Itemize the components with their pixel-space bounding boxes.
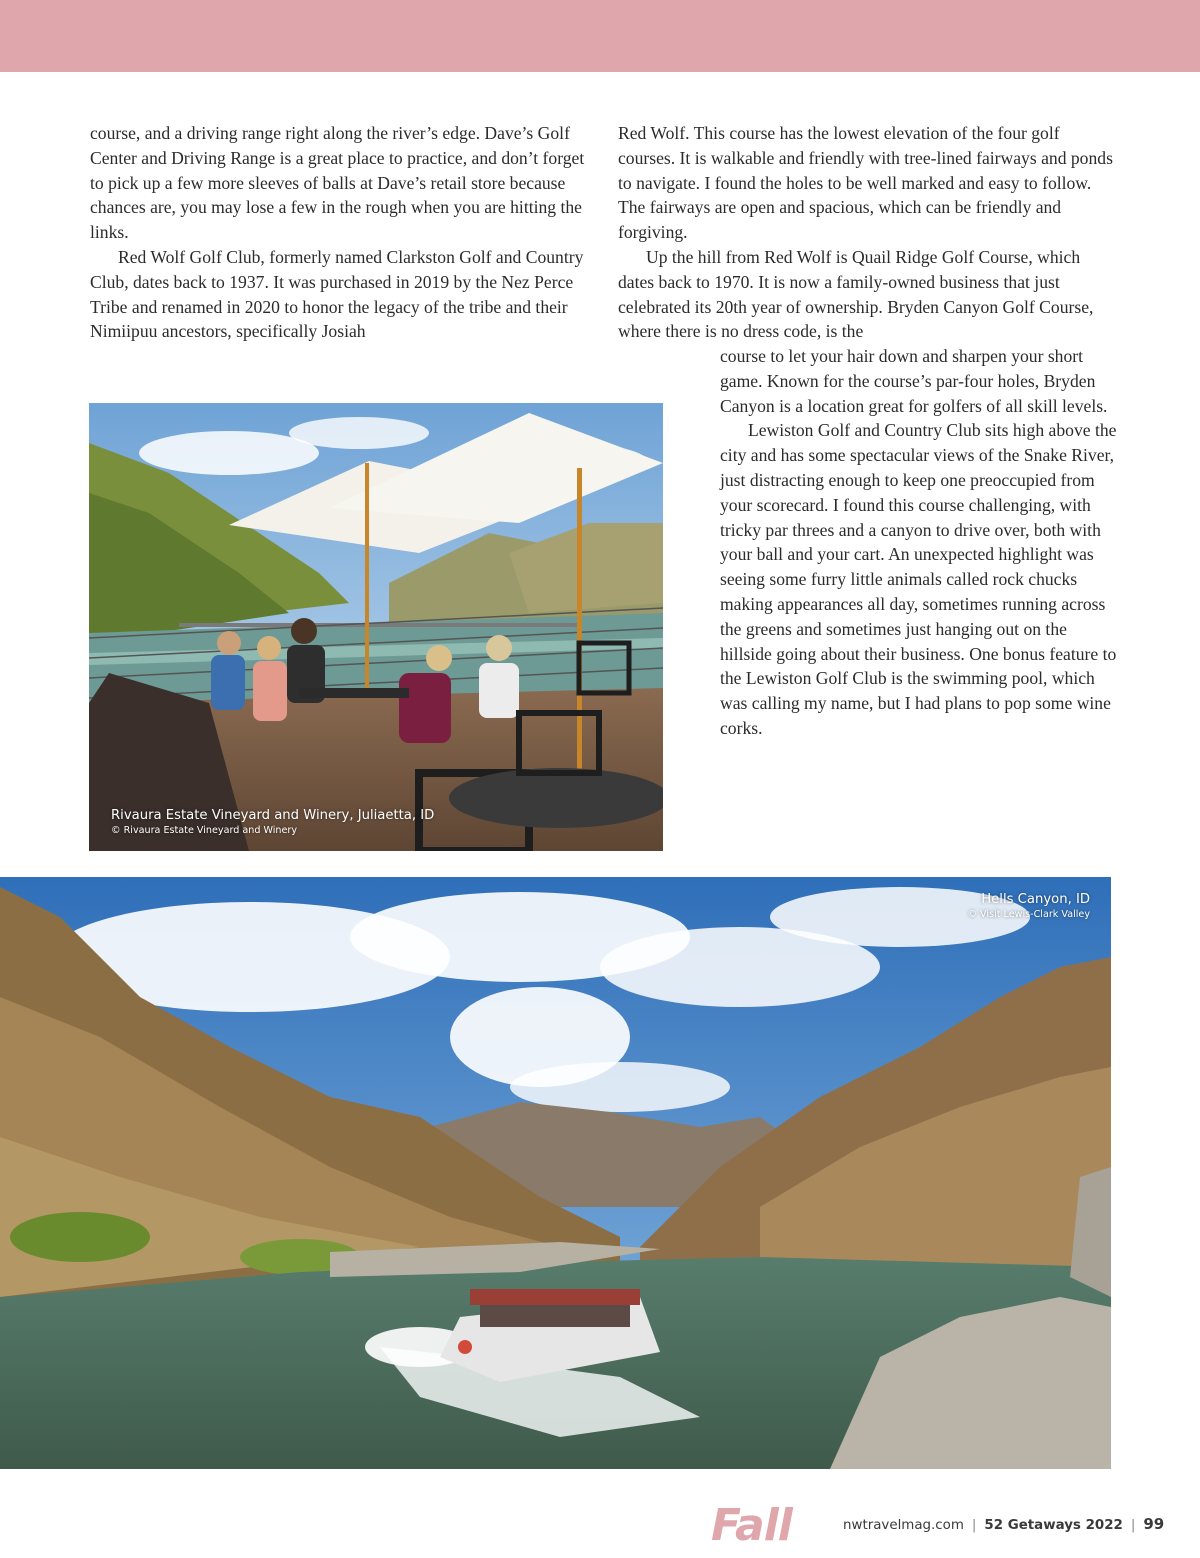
header-bar: [0, 0, 1200, 72]
article-column-left: [90, 121, 588, 344]
season-label: Fall: [711, 1500, 792, 1551]
hells-canyon-photo: [0, 877, 1111, 1469]
separator: |: [971, 1518, 977, 1533]
caption-title: Hells Canyon, ID: [981, 892, 1090, 907]
article-column-right-bottom: [720, 344, 1118, 741]
hells-canyon-photo-caption: [967, 891, 1090, 921]
caption-title: Rivaura Estate Vineyard and Winery, Juliaetta, ID: [111, 808, 435, 823]
paragraph: course, and a driving range right along the river’s edge. Dave’s Golf Center and Driving Range is a great place to practice, and don’t forget to pick up a few more sleeves of balls at Dave’s retail store because chances are, you may lose a few in the rough when you are hitting the links.: [90, 123, 585, 243]
paragraph: Lewiston Golf and Country Club sits high above the city and has some spectacular views of the Snake River, just distracting enough to keep one preoccupied from your scorecard. I found this course challenging, with tricky par threes and a canyon to drive over, both with your ball and your cart. An unexpected highlight was seeing some furry little animals called rock chucks making appearances all day, sometimes running across the greens and sometimes just hanging out on the hillside going about their business. One bonus feature to the Lewiston Golf Club is the swimming pool, which was calling my name, but I had plans to pop some wine corks.: [720, 420, 1117, 738]
page-number: 99: [1143, 1515, 1165, 1533]
caption-credit: © Rivaura Estate Vineyard and Winery: [111, 825, 298, 836]
article-column-right-top: [618, 121, 1118, 344]
paragraph: Red Wolf Golf Club, formerly named Clarkston Golf and Country Club, dates back to 1937. It was purchased in 2019 by the Nez Perce Tribe and renamed in 2020 to honor the legacy of the tribe and their Nimiipuu ancestors, specifically Josiah: [90, 246, 584, 342]
paragraph: Red Wolf. This course has the lowest elevation of the four golf courses. It is walkable and friendly with tree-lined fairways and ponds to navigate. I found the holes to be well marked and easy to follow. The fairways are open and spacious, which can be friendly and forgiving.: [618, 123, 1113, 243]
winery-photo: [89, 403, 663, 851]
paragraph: course to let your hair down and sharpen your short game. Known for the course’s par-four holes, Bryden Canyon is a location great for golfers of all skill levels.: [720, 346, 1108, 416]
caption-credit: © Visit Lewis-Clark Valley: [967, 909, 1090, 920]
paragraph: Up the hill from Red Wolf is Quail Ridge Golf Course, which dates back to 1970. It is now a family-owned business that just celebrated its 20th year of ownership. Bryden Canyon Golf Course, where there is no dress code, is the: [618, 246, 1094, 342]
winery-photo-caption: [111, 807, 434, 837]
page-footer: [0, 1495, 1200, 1555]
hells-canyon-photo-art: [0, 877, 1111, 1469]
footer-info: [843, 1515, 1164, 1533]
issue-name: 52 Getaways 2022: [984, 1518, 1123, 1533]
winery-photo-art: [89, 403, 663, 851]
separator: |: [1130, 1518, 1136, 1533]
site-url: nwtravelmag.com: [843, 1518, 964, 1533]
